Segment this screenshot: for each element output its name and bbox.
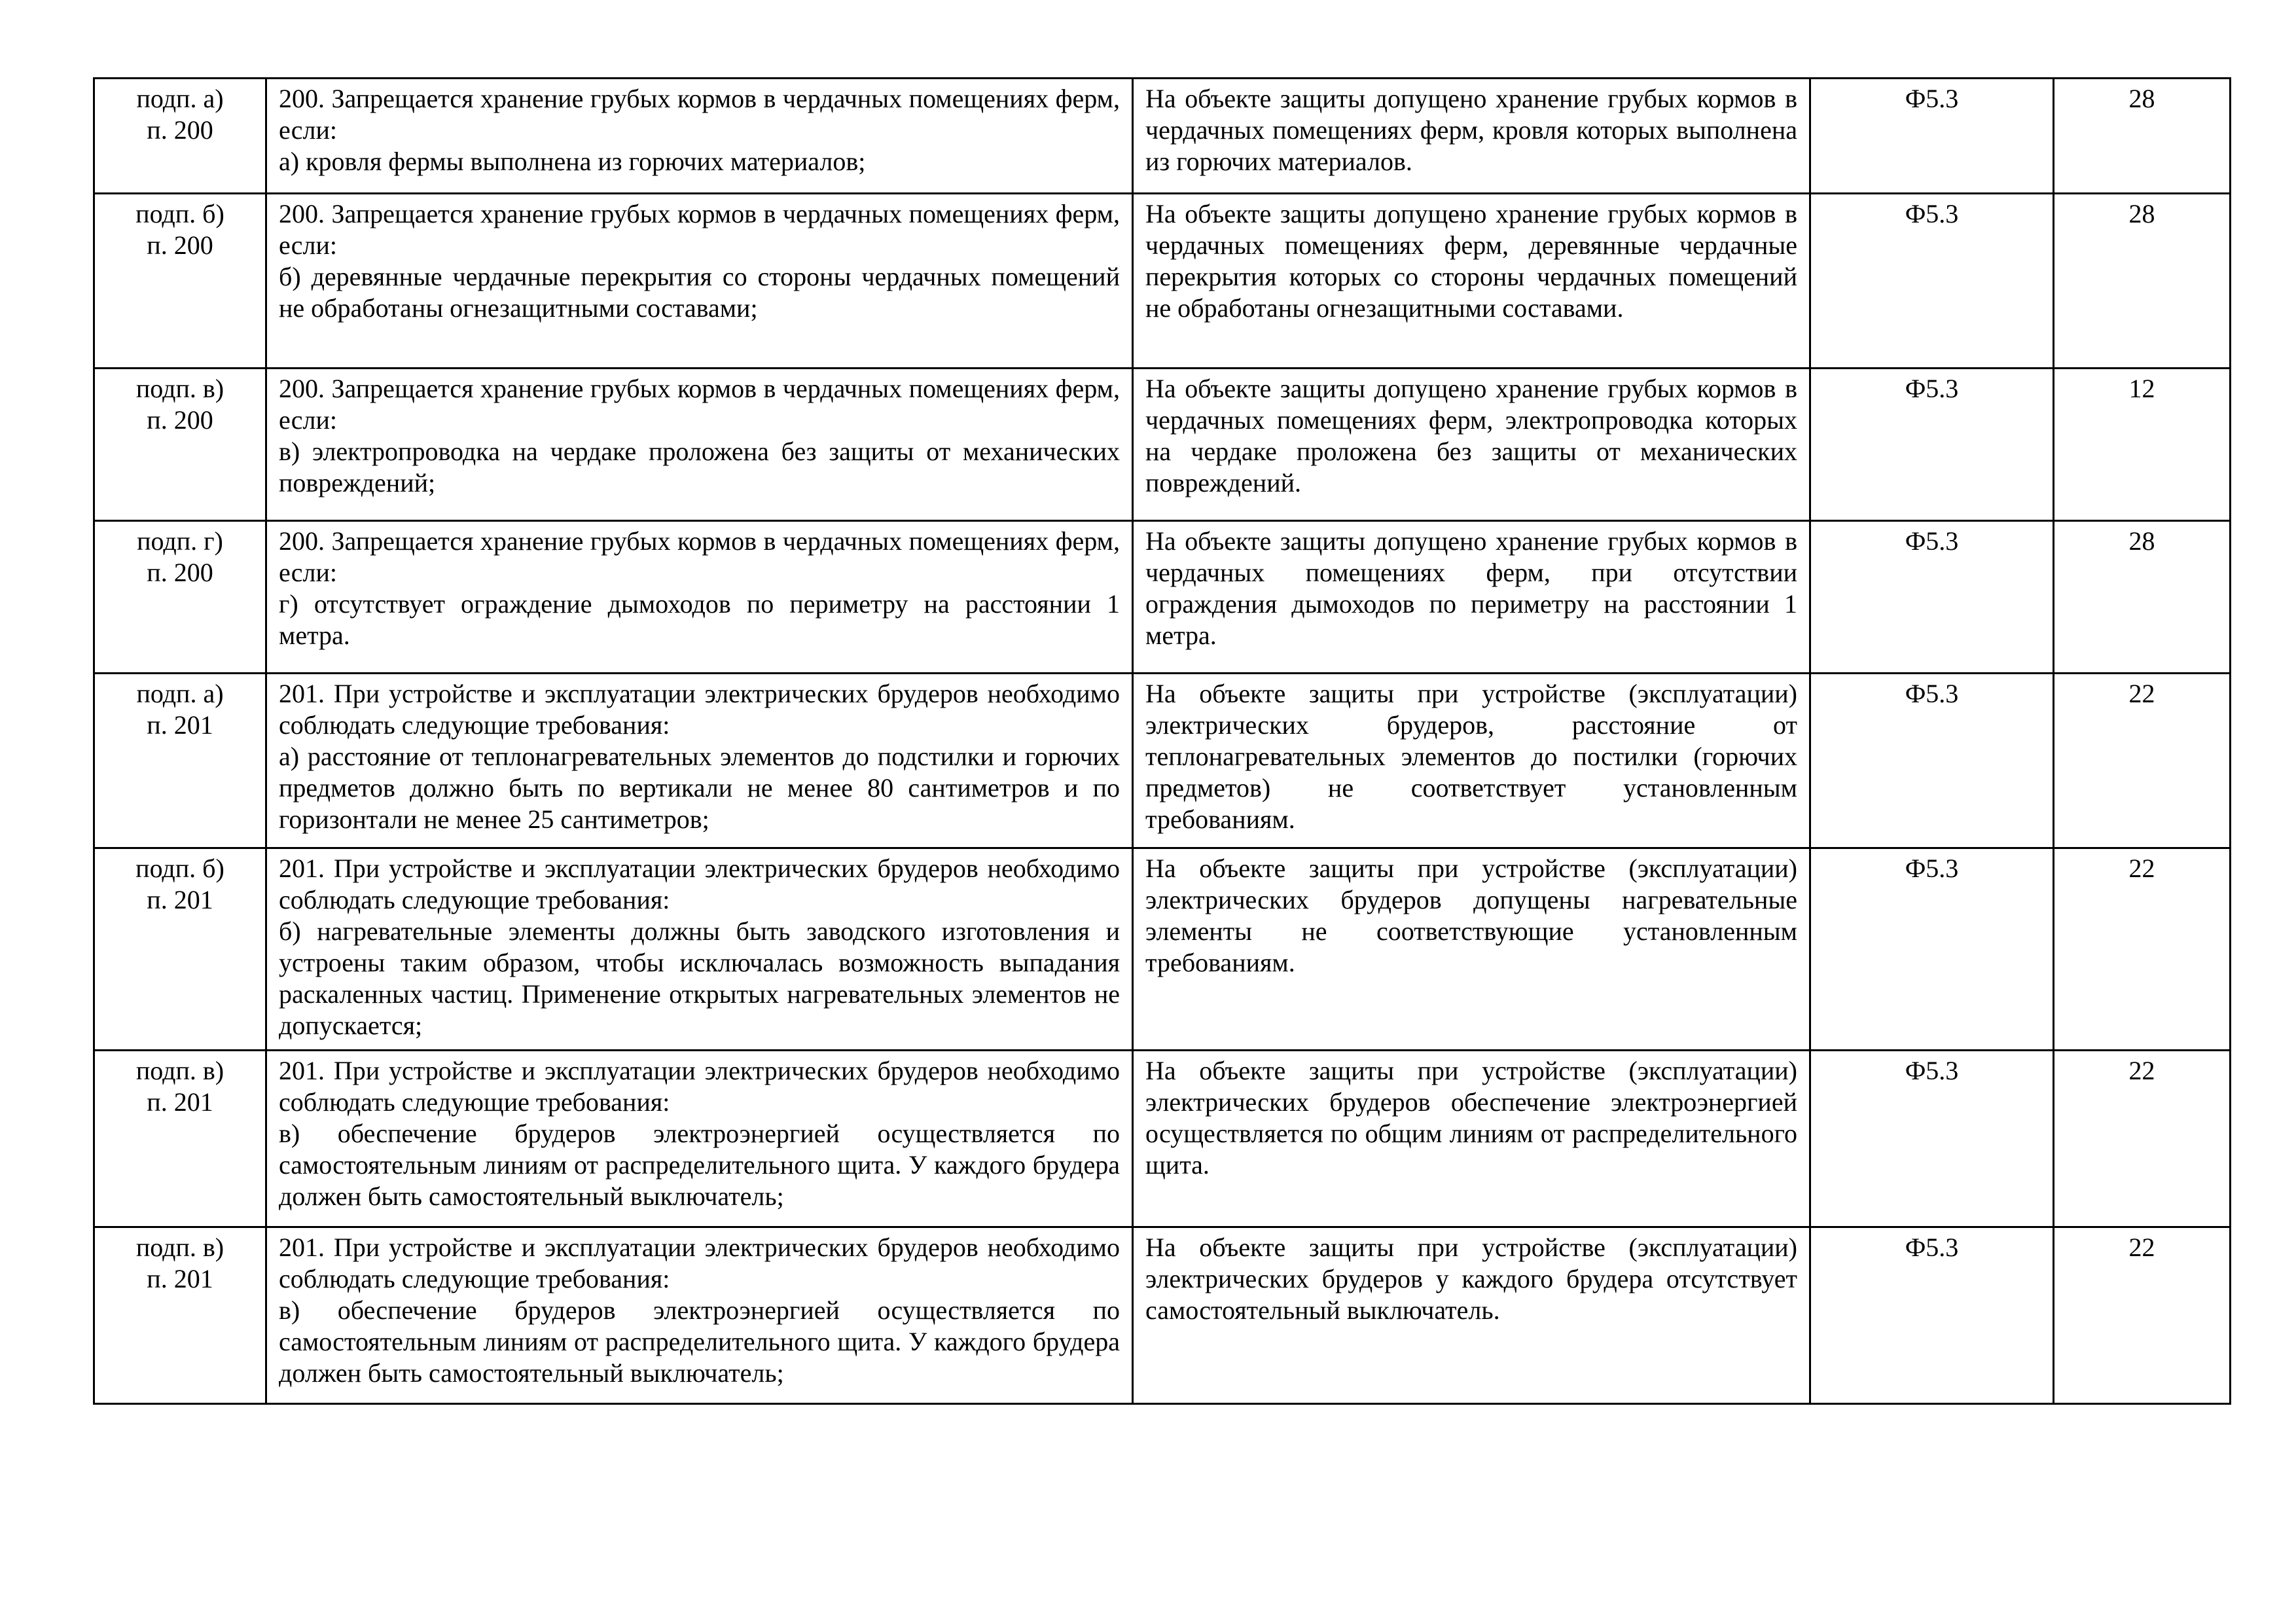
violation-cell [1133, 369, 1810, 521]
number-cell: 28 [2054, 79, 2231, 194]
requirement-cell [266, 79, 1133, 194]
violation-text: На объекте защиты допущено хранение грубых кормов в чердачных помещениях ферм, электропроводка которых на чердаке проложена без защиты от механических повреждений. [1145, 374, 1797, 497]
reference-cell [94, 79, 266, 194]
violation-text: На объекте защиты допущено хранение грубых кормов в чердачных помещениях ферм, деревянные чердачные перекрытия которых со стороны чердачных помещений не обработаны огнезащитными составами. [1145, 199, 1797, 323]
reference-cell [94, 194, 266, 369]
reference-cell [94, 1051, 266, 1227]
subclause-ref: подп. б) [135, 854, 224, 883]
requirement-heading: 201. При устройстве и эксплуатации электрических брудеров необходимо соблюдать следующие требования: [279, 1056, 1120, 1117]
violation-cell [1133, 1227, 1810, 1404]
code-cell: Ф5.3 [1810, 79, 2054, 194]
violation-text: На объекте защиты при устройстве (эксплуатации) электрических брудеров, расстояние от теплонагревательных элементов до постилки (горючих предметов) не соответствует установленным требованиям. [1145, 679, 1797, 834]
requirement-cell [266, 1051, 1133, 1227]
reference-cell [94, 369, 266, 521]
requirement-item: в) обеспечение брудеров электроэнергией осуществляется по самостоятельным линиям от распределительного щита. У каждого брудера должен быть самостоятельный выключатель; [279, 1119, 1120, 1211]
reference-cell [94, 521, 266, 674]
reference-cell [94, 674, 266, 848]
code-cell: Ф5.3 [1810, 1227, 2054, 1404]
violation-cell [1133, 521, 1810, 674]
requirement-heading: 201. При устройстве и эксплуатации электрических брудеров необходимо соблюдать следующие требования: [279, 1233, 1120, 1293]
table-row [94, 674, 2231, 848]
requirement-cell [266, 1227, 1133, 1404]
requirement-item: в) обеспечение брудеров электроэнергией осуществляется по самостоятельным линиям от распределительного щита. У каждого брудера должен быть самостоятельный выключатель; [279, 1295, 1120, 1388]
clause-ref: п. 200 [147, 115, 213, 145]
requirement-heading: 200. Запрещается хранение грубых кормов в чердачных помещениях ферм, если: [279, 526, 1120, 587]
requirement-item: а) расстояние от теплонагревательных элементов до подстилки и горючих предметов должно быть по вертикали не менее 80 сантиметров и по горизонтали не менее 25 сантиметров; [279, 742, 1120, 834]
subclause-ref: подп. г) [137, 526, 223, 556]
requirement-cell [266, 848, 1133, 1051]
requirement-heading: 201. При устройстве и эксплуатации электрических брудеров необходимо соблюдать следующие требования: [279, 854, 1120, 914]
requirement-item: б) нагревательные элементы должны быть заводского изготовления и устроены таким образом, чтобы исключалась возможность выпадания раскаленных частиц. Применение открытых нагревательных элементов не допускается; [279, 916, 1120, 1040]
violation-cell [1133, 194, 1810, 369]
requirement-item: в) электропроводка на чердаке проложена без защиты от механических повреждений; [279, 437, 1120, 497]
requirement-cell [266, 521, 1133, 674]
violation-cell [1133, 674, 1810, 848]
subclause-ref: подп. а) [136, 84, 224, 113]
table-row [94, 194, 2231, 369]
code-cell: Ф5.3 [1810, 194, 2054, 369]
violation-text: На объекте защиты при устройстве (эксплуатации) электрических брудеров допущены нагревательные элементы не соответствующие установленным требованиям. [1145, 854, 1797, 977]
requirement-heading: 201. При устройстве и эксплуатации электрических брудеров необходимо соблюдать следующие требования: [279, 679, 1120, 740]
requirement-heading: 200. Запрещается хранение грубых кормов в чердачных помещениях ферм, если: [279, 199, 1120, 260]
subclause-ref: подп. б) [135, 199, 224, 228]
subclause-ref: подп. а) [136, 679, 224, 708]
requirement-item: б) деревянные чердачные перекрытия со стороны чердачных помещений не обработаны огнезащитными составами; [279, 262, 1120, 323]
table-row [94, 521, 2231, 674]
violation-text: На объекте защиты при устройстве (эксплуатации) электрических брудеров у каждого брудера отсутствует самостоятельный выключатель. [1145, 1233, 1797, 1325]
clause-ref: п. 201 [147, 885, 213, 914]
requirement-cell [266, 194, 1133, 369]
number-cell: 22 [2054, 674, 2231, 848]
number-cell: 28 [2054, 521, 2231, 674]
table-row [94, 848, 2231, 1051]
violation-text: На объекте защиты допущено хранение грубых кормов в чердачных помещениях ферм, при отсутствии ограждения дымоходов по периметру на расстоянии 1 метра. [1145, 526, 1797, 650]
reference-cell [94, 1227, 266, 1404]
clause-ref: п. 200 [147, 230, 213, 260]
table-row [94, 369, 2231, 521]
clause-ref: п. 201 [147, 710, 213, 740]
requirement-item: а) кровля фермы выполнена из горючих материалов; [279, 147, 866, 176]
subclause-ref: подп. в) [135, 1233, 224, 1262]
requirement-heading: 200. Запрещается хранение грубых кормов в чердачных помещениях ферм, если: [279, 374, 1120, 435]
code-cell: Ф5.3 [1810, 521, 2054, 674]
requirements-table [93, 77, 2231, 1405]
requirement-item: г) отсутствует ограждение дымоходов по периметру на расстоянии 1 метра. [279, 589, 1120, 650]
subclause-ref: подп. в) [135, 374, 224, 403]
violation-cell [1133, 1051, 1810, 1227]
violation-cell [1133, 848, 1810, 1051]
table-row [94, 1051, 2231, 1227]
subclause-ref: подп. в) [135, 1056, 224, 1085]
number-cell: 22 [2054, 848, 2231, 1051]
violation-text: На объекте защиты при устройстве (эксплуатации) электрических брудеров обеспечение электроэнергией осуществляется по общим линиям от распределительного щита. [1145, 1056, 1797, 1180]
clause-ref: п. 200 [147, 558, 213, 587]
number-cell: 28 [2054, 194, 2231, 369]
number-cell: 22 [2054, 1051, 2231, 1227]
code-cell: Ф5.3 [1810, 848, 2054, 1051]
number-cell: 12 [2054, 369, 2231, 521]
reference-cell [94, 848, 266, 1051]
violation-text: На объекте защиты допущено хранение грубых кормов в чердачных помещениях ферм, кровля которых выполнена из горючих материалов. [1145, 84, 1797, 176]
document-page [93, 77, 2229, 1405]
code-cell: Ф5.3 [1810, 369, 2054, 521]
clause-ref: п. 201 [147, 1087, 213, 1117]
code-cell: Ф5.3 [1810, 674, 2054, 848]
number-cell: 22 [2054, 1227, 2231, 1404]
requirement-heading: 200. Запрещается хранение грубых кормов в чердачных помещениях ферм, если: [279, 84, 1120, 145]
clause-ref: п. 200 [147, 405, 213, 435]
requirement-cell [266, 369, 1133, 521]
table-row [94, 1227, 2231, 1404]
code-cell: Ф5.3 [1810, 1051, 2054, 1227]
clause-ref: п. 201 [147, 1264, 213, 1293]
requirement-cell [266, 674, 1133, 848]
table-row [94, 79, 2231, 194]
violation-cell [1133, 79, 1810, 194]
